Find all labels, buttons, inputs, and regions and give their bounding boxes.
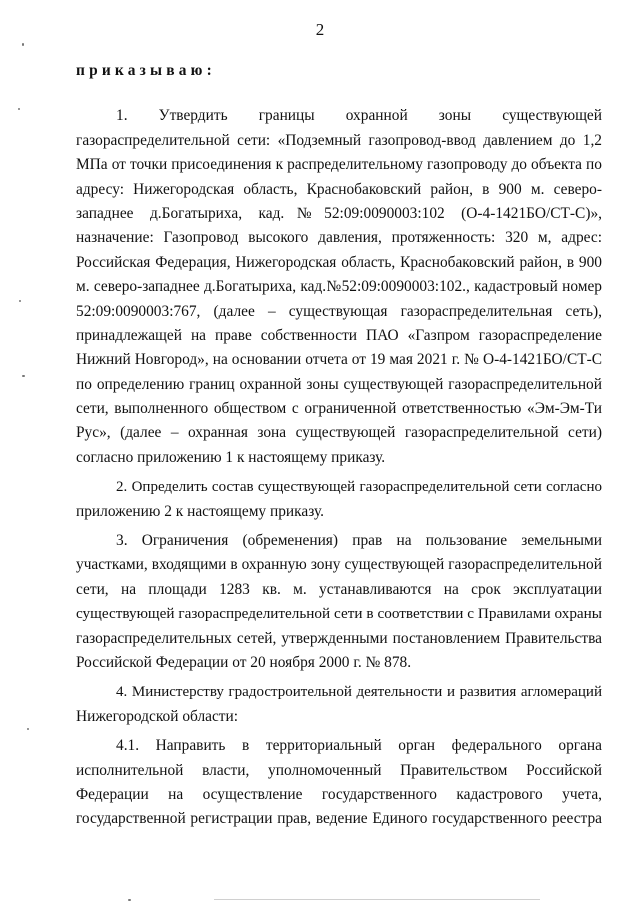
text-line: Российской Федерации от 20 ноября 2000 г. № 878.: [76, 654, 412, 671]
text-line: существующей газораспределительной сети в соответствии с Правилами охраны: [76, 605, 602, 623]
text-line: участками, входящими в охранную зону существующей газораспределительной: [76, 556, 602, 574]
page-number: 2: [315, 20, 325, 39]
text-line: Нижегородской области:: [76, 707, 239, 725]
text-line: газораспределительных сетей, утвержденными постановлением Правительства: [76, 629, 602, 647]
bottom-rule: [214, 899, 540, 900]
text-line: м. северо-западнее д.Богатыриха, кад.№52:09:0090003:102., кадастровый номер: [76, 278, 602, 296]
paragraph-4: [76, 680, 602, 729]
text-line: МПа от точки присоединения к распределительному газопроводу до объекта по: [76, 156, 602, 174]
text-line: назначение: Газопровод высокого давления, протяженность: 320 м, адрес:: [76, 229, 602, 247]
text-line: Рус», (далее – охранная зона существующей газораспределительной сети): [76, 424, 602, 442]
text-line: сети, выполненного обществом с ограниченной ответственностью «Эм-Эм-Ти: [76, 400, 602, 418]
paragraph-1: [76, 104, 602, 470]
text-line: по определению границ охранной зоны существующей газораспределительной: [76, 375, 602, 393]
text-line: 1. Утвердить границы охранной зоны существующей: [116, 107, 602, 125]
text-line: 4. Министерству градостроительной деятельности и развития агломераций: [116, 684, 602, 701]
text-line: исполнительной власти, уполномоченный Правительством Российской: [76, 761, 602, 779]
text-line: Российская Федерация, Нижегородская область, Краснобаковский район, в 900: [76, 253, 602, 271]
text-line: газораспределительной сети: «Подземный газопровод-ввод давлением до 1,2: [76, 131, 602, 149]
scan-artifact: [18, 108, 20, 110]
text-line: приложению 2 к настоящему приказу.: [76, 502, 324, 520]
text-line: согласно приложению 1 к настоящему приказу.: [76, 448, 386, 466]
order-heading: приказываю:: [76, 62, 216, 79]
text-line: Нижний Новгород», на основании отчета от 19 мая 2021 г. № О-4-1421БО/СТ-С: [76, 351, 602, 369]
text-line: сети, на площади 1283 кв. м. устанавливаются на срок эксплуатации: [76, 580, 602, 598]
text-line: принадлежащей на праве собственности ПАО «Газпром газораспределение: [76, 326, 602, 344]
scan-artifact: [128, 899, 131, 901]
scan-artifact: [22, 43, 24, 46]
text-line: Федерации на осуществление государственного кадастрового учета,: [76, 785, 602, 803]
paragraph-2: [76, 475, 602, 524]
paragraph-4-1: [76, 734, 602, 832]
document-body: [76, 59, 602, 832]
text-line: адресу: Нижегородская область, Краснобаковский район, в 900 м. северо-: [76, 180, 602, 198]
paragraph-3: [76, 529, 602, 675]
scan-artifact: [19, 300, 21, 302]
text-line: 4.1. Направить в территориальный орган федерального органа: [116, 737, 602, 755]
text-line: государственной регистрации прав, ведение Единого государственного реестра: [76, 810, 602, 828]
text-line: 3. Ограничения (обременения) прав на пользование земельными: [116, 532, 602, 550]
scan-artifact: [27, 728, 29, 730]
text-line: 2. Определить состав существующей газораспределительной сети согласно: [116, 479, 602, 496]
text-line: западнее д.Богатыриха, кад.№52:09:0090003:102 (О-4-1421БО/СТ-С)»,: [76, 204, 602, 222]
scan-artifact: [22, 375, 25, 377]
text-line: 52:09:0090003:767, (далее – существующая газораспределительная сеть),: [76, 302, 602, 320]
